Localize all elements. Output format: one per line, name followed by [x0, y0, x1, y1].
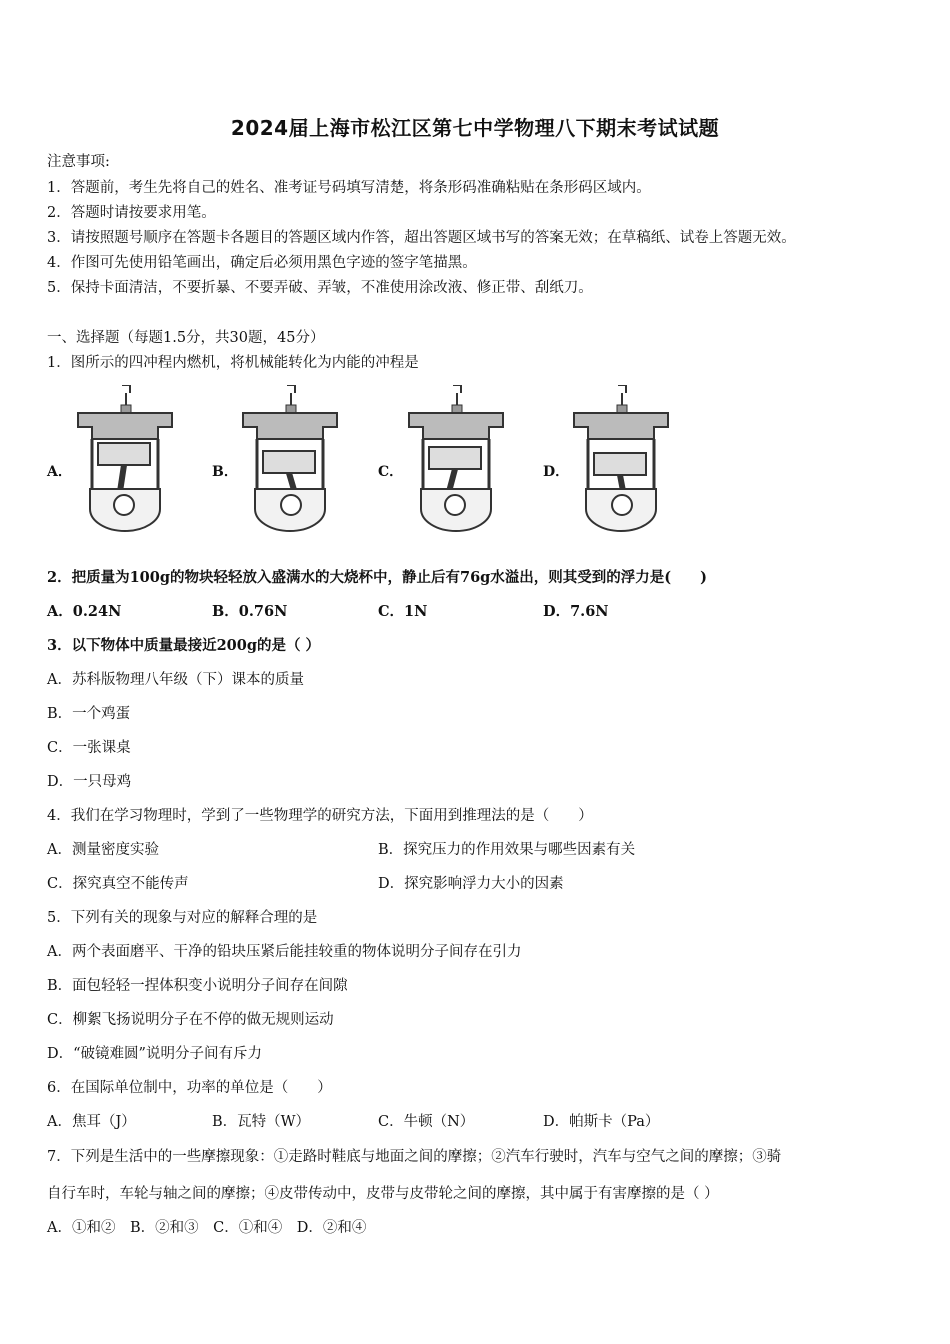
question-4-stem: 4．我们在学习物理时，学到了一些物理学的研究方法，下面用到推理法的是（ ） — [47, 808, 593, 824]
page-title: 2024届上海市松江区第七中学物理八下期末考试试题 — [230, 116, 720, 140]
question-1-stem: 1．图所示的四冲程内燃机，将机械能转化为内能的冲程是 — [47, 355, 419, 371]
q2-option-a: A．0.24N — [47, 603, 122, 620]
question-7-stem-line1: 7．下列是生活中的一些摩擦现象：①走路时鞋底与地面之间的摩擦；②汽车行驶时，汽车与空气之间的摩擦；③骑 — [47, 1149, 782, 1165]
section-heading: 一、选择题（每题1.5分，共30题，45分） — [47, 330, 325, 346]
q1-option-b-label: B． — [212, 464, 238, 480]
engine-diagram-d — [566, 385, 676, 535]
q1-option-c-label: C． — [378, 464, 404, 480]
q1-option-a-label: A． — [47, 464, 72, 480]
notice-item: 3．请按照题号顺序在答题卡各题目的答题区域内作答，超出答题区域书写的答案无效；在草稿纸、试卷上答题无效。 — [47, 230, 796, 246]
q5-option-c: C．柳絮飞扬说明分子在不停的做无规则运动 — [47, 1012, 334, 1028]
q1-option-d-label: D． — [543, 464, 570, 480]
q3-option-c: C．一张课桌 — [47, 740, 131, 756]
notice-item: 4．作图可先使用铅笔画出，确定后必须用黑色字迹的签字笔描黑。 — [47, 255, 477, 271]
q4-option-d: D．探究影响浮力大小的因素 — [378, 876, 564, 892]
engine-d-svg — [566, 385, 676, 535]
notice-item: 5．保持卡面清洁，不要折暴、不要弄破、弄皱，不准使用涂改液、修正带、刮纸刀。 — [47, 280, 593, 296]
q3-option-b: B．一个鸡蛋 — [47, 706, 131, 722]
q2-option-d: D．7.6N — [543, 603, 609, 620]
notice-item: 1．答题前，考生先将自己的姓名、准考证号码填写清楚，将条形码准确粘贴在条形码区域内。 — [47, 180, 651, 196]
q4-option-c: C．探究真空不能传声 — [47, 876, 189, 892]
q6-option-b: B．瓦特（W） — [212, 1114, 311, 1130]
question-3-stem: 3．以下物体中质量最接近200g的是（ ） — [47, 637, 321, 654]
q3-option-a: A．苏科版物理八年级（下）课本的质量 — [47, 672, 304, 688]
engine-b-svg — [235, 385, 345, 535]
notice-item: 2．答题时请按要求用笔。 — [47, 205, 216, 221]
q6-option-c: C．牛顿（N） — [378, 1114, 475, 1130]
question-5-stem: 5．下列有关的现象与对应的解释合理的是 — [47, 910, 318, 926]
q4-option-b: B．探究压力的作用效果与哪些因素有关 — [378, 842, 636, 858]
question-7-stem-line2: 自行车时，车轮与轴之间的摩擦；④皮带传动中，皮带与皮带轮之间的摩擦，其中属于有害摩擦的是（ ） — [47, 1186, 719, 1202]
q7-options: A．①和② B．②和③ C．①和④ D．②和④ — [47, 1220, 367, 1236]
q6-option-a: A．焦耳（J） — [47, 1114, 136, 1130]
q2-option-c: C．1N — [378, 603, 428, 620]
engine-diagram-a — [70, 385, 180, 535]
question-2-stem: 2．把质量为100g的物块轻轻放入盛满水的大烧杯中，静止后有76g水溢出，则其受到的浮力是( ) — [47, 569, 708, 586]
q3-option-d: D．一只母鸡 — [47, 774, 132, 790]
engine-diagram-c — [401, 385, 511, 535]
engine-c-svg — [401, 385, 511, 535]
q5-option-b: B．面包轻轻一捏体积变小说明分子间存在间隙 — [47, 978, 348, 994]
notice-heading: 注意事项: — [47, 154, 110, 170]
engine-a-svg — [70, 385, 180, 535]
question-6-stem: 6．在国际单位制中，功率的单位是（ ） — [47, 1080, 332, 1096]
q5-option-d: D．“破镜难圆”说明分子间有斥力 — [47, 1046, 262, 1062]
q5-option-a: A．两个表面磨平、干净的铅块压紧后能挂较重的物体说明分子间存在引力 — [47, 944, 522, 960]
engine-diagram-b — [235, 385, 345, 535]
q4-option-a: A．测量密度实验 — [47, 842, 159, 858]
q6-option-d: D．帕斯卡（Pa） — [543, 1114, 660, 1130]
q2-option-b: B．0.76N — [212, 603, 288, 620]
